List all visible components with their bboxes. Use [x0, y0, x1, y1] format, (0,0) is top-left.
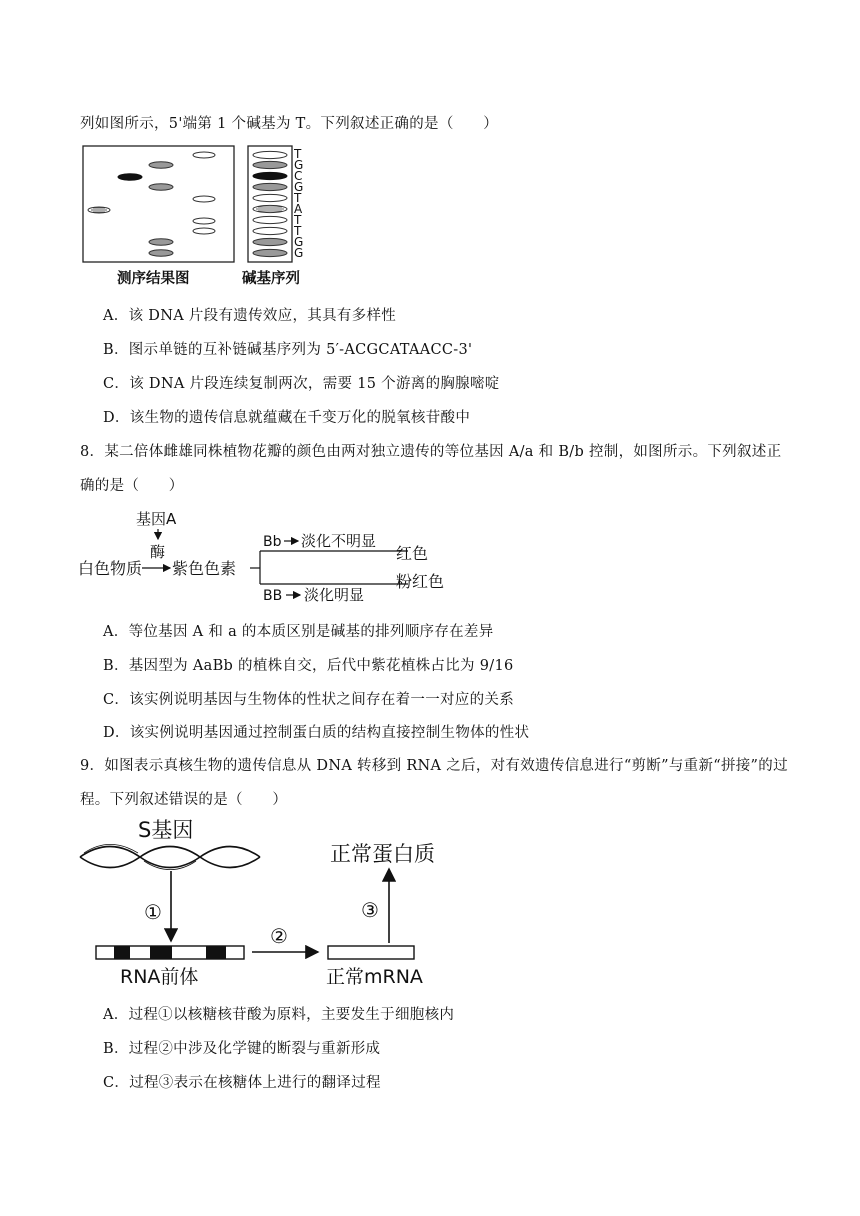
- bb-small-label: Bb: [263, 534, 282, 550]
- step-3-label: ③: [361, 898, 379, 922]
- step-1-label: ①: [144, 900, 162, 924]
- s-gene-label: S基因: [138, 818, 194, 842]
- q7-option-d[interactable]: D．该生物的遗传信息就蕴藏在千变万化的脱氧核苷酸中: [103, 410, 471, 426]
- q7-option-a[interactable]: A．该 DNA 片段有遗传效应，其具有多样性: [103, 308, 397, 324]
- sequencing-diagram: [80, 143, 310, 291]
- gel-band-G3: [149, 239, 173, 245]
- seq-letter-8: T: [294, 224, 302, 238]
- q9-option-b[interactable]: B．过程②中涉及化学键的断裂与重新形成: [103, 1041, 381, 1057]
- caption-base-sequence: 碱基序列: [242, 271, 300, 287]
- seq-letter-5: T: [294, 191, 302, 205]
- gel-band-T3: [193, 218, 215, 224]
- bb-big-label: BB: [263, 588, 283, 604]
- q8-stem-line1: 8．某二倍体雌雄同株植物花瓣的颜色由两对独立遗传的等位基因 A/a 和 B/b 控制，如图所示。下列叙述正: [80, 444, 782, 460]
- purple-pigment: 紫色色素: [172, 559, 237, 578]
- seq-letter-10: G: [294, 246, 304, 260]
- red-result: 红色: [396, 544, 429, 563]
- q9-stem-line1: 9．如图表示真核生物的遗传信息从 DNA 转移到 RNA 之后，对有效遗传信息进行“剪断”与重新“拼接”的过: [80, 758, 788, 774]
- q9-splicing-figure: [78, 815, 458, 999]
- seq-letter-4: G: [294, 180, 304, 194]
- q8-stem-line2: 确的是（ ）: [80, 478, 184, 494]
- seq-letter-6: A: [294, 202, 303, 216]
- q7-option-c[interactable]: C．该 DNA 片段连续复制两次，需要 15 个游离的胸腺嘧啶: [103, 376, 500, 392]
- fade-strong-label: 淡化明显: [304, 586, 365, 604]
- normal-mrna-label: 正常mRNA: [326, 966, 423, 988]
- gel-band-G: [149, 162, 173, 168]
- gene-a-label: 基因A: [136, 510, 177, 528]
- caption-sequencing-result: 测序结果图: [117, 271, 190, 287]
- q9-stem-line2: 程。下列叙述错误的是（ ）: [80, 792, 288, 808]
- q9-option-a[interactable]: A．过程①以核糖核苷酸为原料，主要发生于细胞核内: [103, 1007, 455, 1023]
- seq-letter-3: C: [294, 169, 303, 183]
- gel-band-G4: [149, 250, 173, 256]
- gel-band-T: [193, 152, 215, 158]
- white-substance: 白色物质: [78, 559, 143, 578]
- q7-stem-tail: 列如图所示，5'端第 1 个碱基为 T。下列叙述正确的是（ ）: [80, 116, 499, 132]
- seq-letter-2: G: [294, 158, 304, 172]
- q7-sequencing-figure: [80, 143, 310, 295]
- q9-option-c[interactable]: C．过程③表示在核糖体上进行的翻译过程: [103, 1075, 381, 1091]
- q8-option-d[interactable]: D．该实例说明基因通过控制蛋白质的结构直接控制生物体的性状: [103, 725, 530, 741]
- fade-weak-label: 淡化不明显: [301, 532, 377, 550]
- step-2-label: ②: [270, 924, 288, 948]
- q8-option-c[interactable]: C．该实例说明基因与生物体的性状之间存在着一一对应的关系: [103, 692, 514, 708]
- enzyme-label: 酶: [150, 543, 166, 561]
- seq-letter-7: T: [294, 213, 302, 227]
- q8-option-b[interactable]: B．基因型为 AaBb 的植株自交，后代中紫花植株占比为 9/16: [103, 658, 514, 674]
- pigment-pathway-diagram: [78, 505, 458, 605]
- seq-letter-1: T: [294, 147, 302, 161]
- gel-band-G2: [149, 184, 173, 190]
- gel-band-T2: [193, 196, 215, 202]
- normal-protein-label: 正常蛋白质: [330, 842, 435, 866]
- dna-strand-1: [80, 847, 260, 868]
- rna-splicing-diagram: [78, 815, 458, 995]
- pink-result: 粉红色: [396, 572, 445, 591]
- gel-band-T4: [193, 228, 215, 234]
- q8-pathway-figure: [78, 505, 458, 609]
- normal-mrna-bar: [328, 946, 414, 959]
- rna-precursor-label: RNA前体: [120, 966, 199, 988]
- q8-option-a[interactable]: A．等位基因 A 和 a 的本质区别是碱基的排列顺序存在差异: [103, 624, 494, 640]
- seq-letter-9: G: [294, 235, 304, 249]
- gel-band-C: [118, 174, 142, 180]
- dna-strand-2: [80, 847, 260, 868]
- q7-option-b[interactable]: B．图示单链的互补链碱基序列为 5′-ACGCATAACC-3': [103, 342, 473, 358]
